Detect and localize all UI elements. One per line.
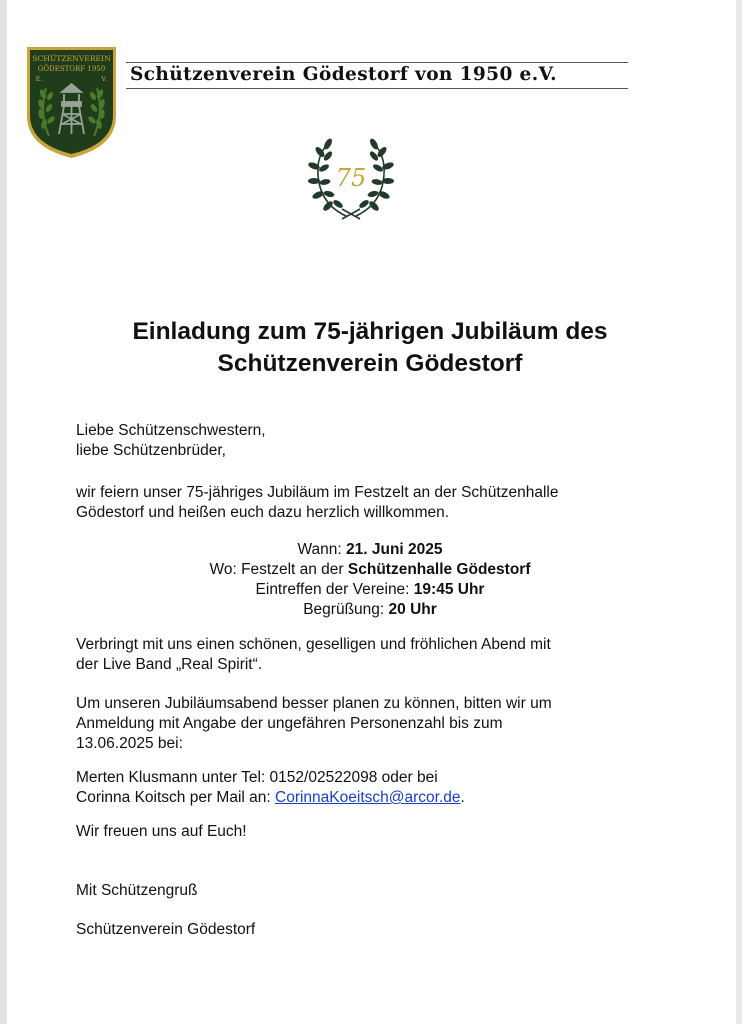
intro-line-2: Gödestorf und heißen euch dazu herzlich willkommen. — [76, 504, 450, 521]
welcome-time: Begrüßung: 20 Uhr — [303, 601, 437, 618]
header-rule-bottom — [126, 88, 628, 89]
closing-signature: Schützenverein Gödestorf — [76, 921, 256, 938]
crest-ev-left: E. — [35, 75, 43, 83]
page-edge-right — [736, 0, 742, 1024]
crest-text-line2: GÖDESTORF 1950 — [37, 65, 106, 73]
welcome-time-value: 20 Uhr — [388, 601, 437, 618]
crest-text-top: SCHÜTZENVEREIN — [32, 54, 111, 63]
title-line-1: Einladung zum 75-jährigen Jubiläum des — [132, 318, 608, 345]
email-link[interactable]: CorinnaKoeitsch@arcor.de — [275, 789, 461, 806]
greeting-line-1: Liebe Schützenschwestern, — [76, 422, 266, 439]
club-crest-logo — [24, 44, 119, 161]
event-date: Wann: 21. Juni 2025 — [297, 541, 443, 558]
registration-line-1: Um unseren Jubiläumsabend besser planen zu können, bitten wir um — [76, 695, 552, 712]
closing-salutation: Mit Schützengruß — [76, 882, 198, 899]
contact-phone-line: Merten Klusmann unter Tel: 0152/02522098 oder bei — [76, 769, 438, 786]
header-rule-top — [126, 62, 628, 63]
club-arrival-time-value: 19:45 Uhr — [413, 581, 485, 598]
anniversary-wreath-logo — [308, 136, 394, 222]
event-location-value: Schützenhalle Gödestorf — [347, 561, 531, 578]
event-date-value: 21. Juni 2025 — [346, 541, 443, 558]
evening-line-2: der Live Band „Real Spirit“. — [76, 656, 263, 673]
club-name-heading: Schützenverein Gödestorf von 1950 e.V. — [130, 64, 557, 85]
invitation-title — [40, 316, 700, 380]
crest-ev-right: V. — [101, 75, 107, 83]
intro-line-1: wir feiern unser 75-jähriges Jubiläum im Festzelt an der Schützenhalle — [76, 484, 559, 501]
anniversary-number: 75 — [335, 164, 367, 192]
event-location: Wo: Festzelt an der Schützenhalle Gödestorf — [209, 561, 531, 578]
club-arrival-time: Eintreffen der Vereine: 19:45 Uhr — [255, 581, 485, 598]
page-edge-left — [0, 0, 7, 1024]
closing-looking-forward: Wir freuen uns auf Euch! — [76, 823, 247, 840]
registration-deadline: 13.06.2025 bei: — [76, 735, 183, 752]
contact-mail-line: Corinna Koitsch per Mail an: CorinnaKoeitsch@arcor.de. — [76, 789, 465, 806]
greeting-line-2: liebe Schützenbrüder, — [76, 442, 226, 459]
registration-line-2: Anmeldung mit Angabe der ungefähren Personenzahl bis zum — [76, 715, 503, 732]
title-line-2: Schützenverein Gödestorf — [217, 350, 523, 377]
evening-line-1: Verbringt mit uns einen schönen, geselligen und fröhlichen Abend mit — [76, 636, 551, 653]
